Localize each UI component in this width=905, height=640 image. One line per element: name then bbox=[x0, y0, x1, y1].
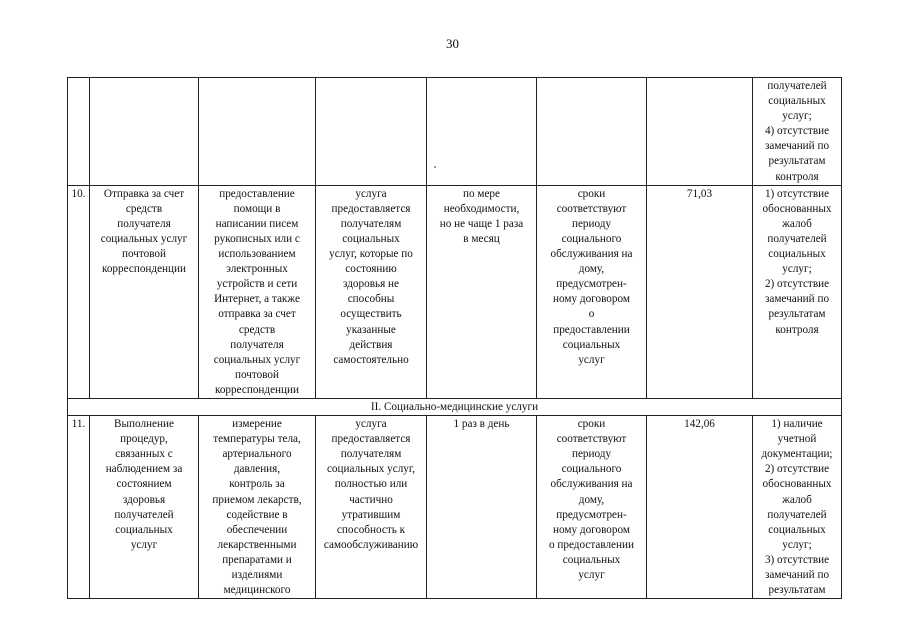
service-name-cell: Отправка за счет средств получателя социальных услуг почтовой корреспонденции bbox=[90, 185, 199, 398]
page-number: 30 bbox=[446, 36, 459, 51]
row-number-cell bbox=[68, 78, 90, 186]
service-conditions-cell: услуга предоставляется получателям социальных услуг, полностью или частично утратившим способность к самообслуживанию bbox=[316, 416, 427, 599]
service-frequency-cell: 1 раз в день bbox=[427, 416, 537, 599]
scan-speck bbox=[434, 166, 436, 168]
service-price-cell: 71,03 bbox=[647, 185, 753, 398]
service-description-cell bbox=[199, 78, 316, 186]
table-row-continued bbox=[68, 78, 842, 186]
table-row-10 bbox=[68, 185, 842, 398]
section-title: II. Социально-медицинские услуги bbox=[68, 398, 842, 415]
quality-criteria-cell: 1) наличие учетной документации; 2) отсутствие обоснованных жалоб получателей социальных услуг; 3) отсутствие замечаний по результатам bbox=[753, 416, 842, 599]
service-description-cell: измерение температуры тела, артериального давления, контроль за приемом лекарств, содействие в обеспечении лекарственными препаратами и изделиями медицинского bbox=[199, 416, 316, 599]
service-terms-cell: сроки соответствуют периоду социального обслуживания на дому, предусмотрен- ному договором о предоставлении социальных услуг bbox=[537, 185, 647, 398]
service-conditions-cell bbox=[316, 78, 427, 186]
service-name-cell bbox=[90, 78, 199, 186]
service-name-cell: Выполнение процедур, связанных с наблюдением за состоянием здоровья получателей социальных услуг bbox=[90, 416, 199, 599]
service-description-cell: предоставление помощи в написании писем рукописных или с использованием электронных устройств и сети Интернет, а также отправка за счет средств получателя социальных услуг почтовой корреспонденции bbox=[199, 185, 316, 398]
quality-criteria-cell: 1) отсутствие обоснованных жалоб получателей социальных услуг; 2) отсутствие замечаний по результатам контроля bbox=[753, 185, 842, 398]
service-price-cell: 142,06 bbox=[647, 416, 753, 599]
table-row-11 bbox=[68, 416, 842, 599]
service-frequency-cell bbox=[427, 78, 537, 186]
quality-criteria-cell: получателей социальных услуг; 4) отсутствие замечаний по результатам контроля bbox=[753, 78, 842, 186]
service-terms-cell: сроки соответствуют периоду социального обслуживания на дому, предусмотрен- ному договором о предоставлении социальных услуг bbox=[537, 416, 647, 599]
row-number-cell: 11. bbox=[68, 416, 90, 599]
service-conditions-cell: услуга предоставляется получателям социальных услуг, которые по состоянию здоровья не способны осуществить указанные действия самостоятельно bbox=[316, 185, 427, 398]
services-table bbox=[67, 77, 842, 599]
row-number-cell: 10. bbox=[68, 185, 90, 398]
service-terms-cell bbox=[537, 78, 647, 186]
service-price-cell bbox=[647, 78, 753, 186]
section-header-row bbox=[68, 398, 842, 415]
service-frequency-cell: по мере необходимости, но не чаще 1 раза в месяц bbox=[427, 185, 537, 398]
